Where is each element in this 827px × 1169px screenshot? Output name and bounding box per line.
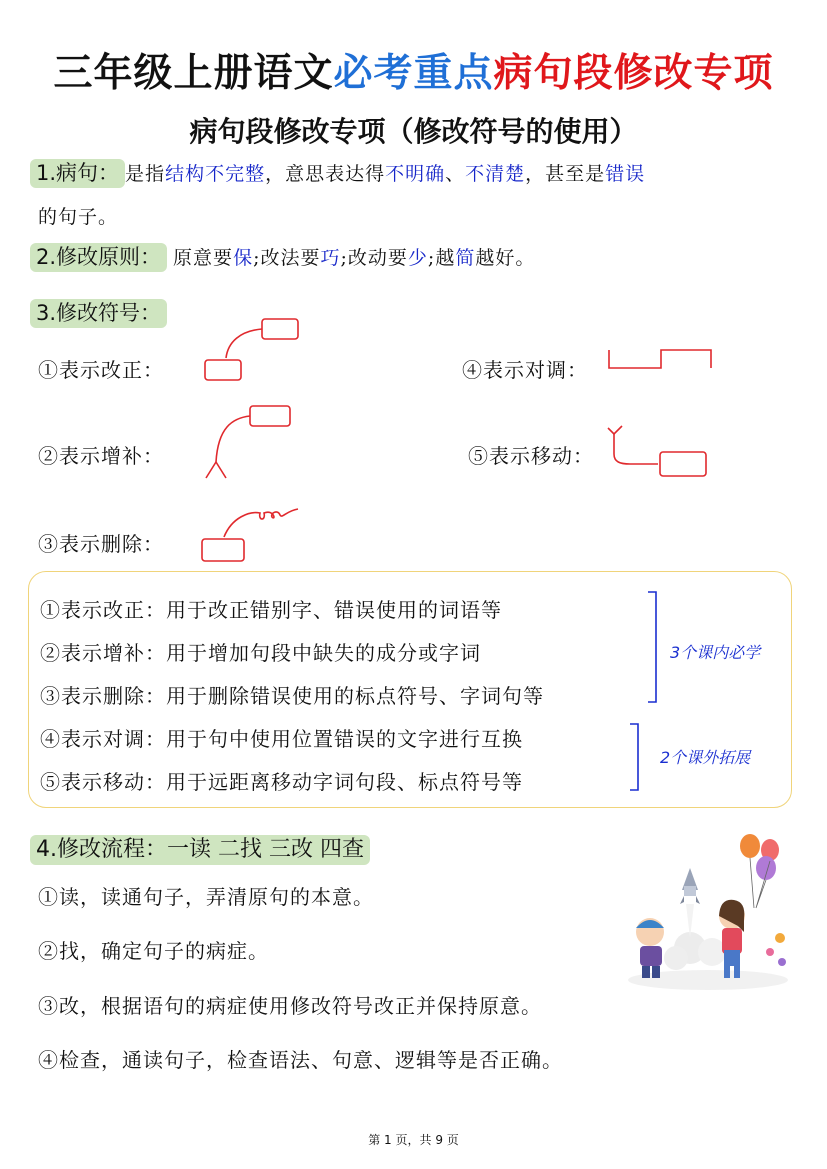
title-part-topic: 病句段修改专项: [493, 51, 774, 96]
page-title: [0, 42, 827, 98]
usage-item-deletion: ③表示删除：用于删除错误使用的标点符号、字词句等: [40, 684, 544, 708]
step-check: ④检查，通读句子，检查语法、句意、逻辑等是否正确。: [38, 1048, 563, 1072]
kids-rocket-illustration: [620, 828, 795, 998]
insertion-mark-icon: [200, 402, 300, 484]
swap-mark-icon: [605, 346, 717, 376]
usage-item-insertion: ②表示增补：用于增加句段中缺失的成分或字词: [40, 641, 481, 665]
section-4-heading: 4.修改流程：一读 二找 三改 四查: [30, 835, 370, 865]
move-mark-icon: [600, 422, 715, 480]
section-3: [30, 297, 167, 327]
section-1-heading: 1.病句：: [30, 159, 125, 188]
title-part-keypoints: 必考重点: [333, 51, 494, 96]
group2-bracket: [628, 722, 648, 792]
group1-bracket: [646, 590, 666, 704]
page-subtitle: 病句段修改专项（修改符号的使用）: [189, 115, 638, 148]
section-1-text-cont: 的句子。: [38, 206, 119, 228]
section-2: [30, 241, 535, 271]
usage-item-move: ⑤表示移动：用于远距离移动字词句段、标点符号等: [40, 770, 523, 794]
section-2-heading: 2.修改原则：: [30, 243, 167, 272]
deletion-mark-icon: [198, 503, 308, 565]
symbol-swap-label: ④表示对调：: [462, 358, 588, 382]
usage-item-swap: ④表示对调：用于句中使用位置错误的文字进行互换: [40, 727, 523, 751]
section-1-text: 是指结构不完整，意思表达得不明确、不清楚，甚至是错误: [125, 163, 646, 185]
section-1: [30, 157, 645, 187]
group2-note: 2个课外拓展: [660, 748, 751, 767]
usage-item-correction: ①表示改正：用于改正错别字、错误使用的词语等: [40, 598, 502, 622]
symbol-deletion-label: ③表示删除：: [38, 532, 164, 556]
symbol-insertion-label: ②表示增补：: [38, 444, 164, 468]
section-3-heading: 3.修改符号：: [30, 299, 167, 328]
title-part-grade: 三年级上册语文: [53, 51, 334, 96]
symbol-move-label: ⑤表示移动：: [468, 444, 594, 468]
page-footer: 第 1 页，共 9 页: [368, 1133, 459, 1147]
correction-mark-icon: [200, 316, 305, 386]
section-2-text: 原意要保;改法要巧;改动要少;越简越好。: [173, 247, 536, 269]
step-correct: ③改，根据语句的病症使用修改符号改正并保持原意。: [38, 994, 542, 1018]
step-read: ①读，读通句子，弄清原句的本意。: [38, 885, 374, 909]
step-find: ②找，确定句子的病症。: [38, 939, 269, 963]
symbol-correction-label: ①表示改正：: [38, 358, 164, 382]
group1-note: 3个课内必学: [670, 643, 761, 662]
section-4: [30, 832, 370, 863]
